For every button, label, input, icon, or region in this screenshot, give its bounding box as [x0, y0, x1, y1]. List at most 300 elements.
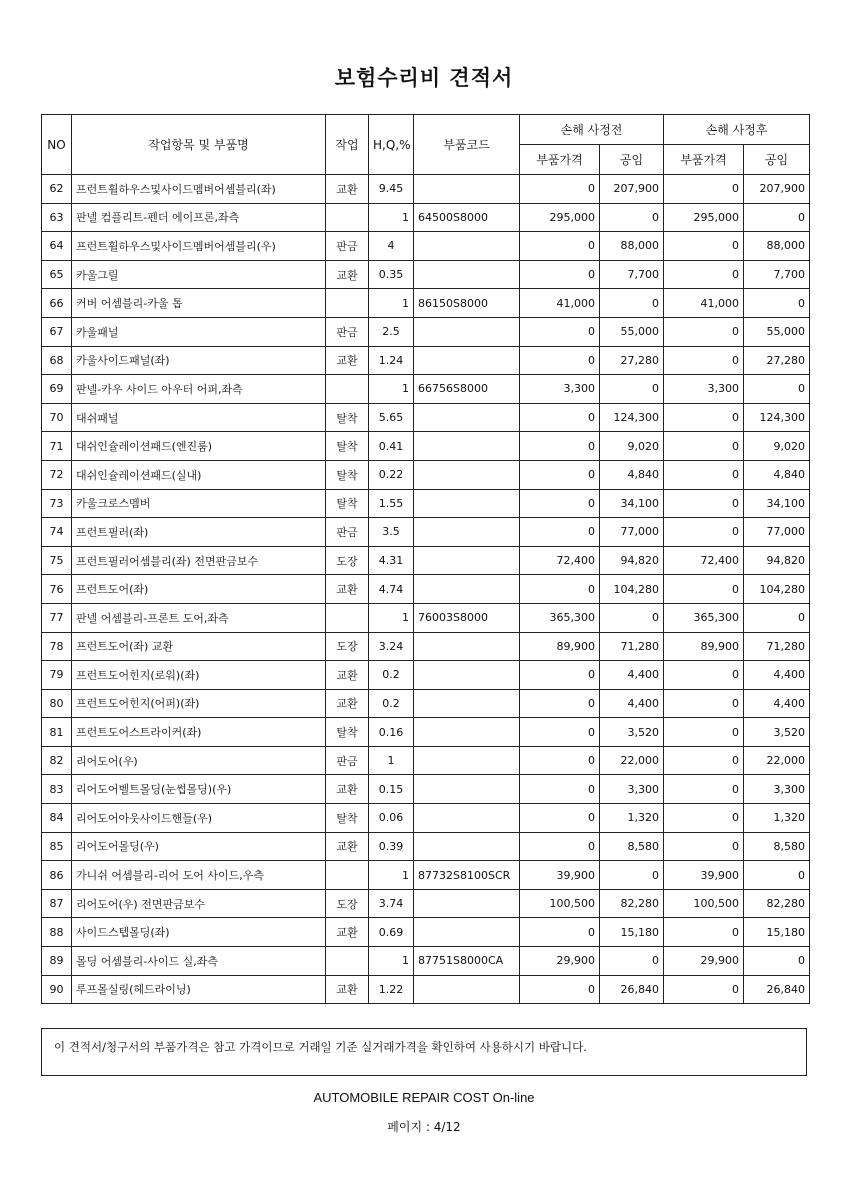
row-after-labor: 94,820	[744, 546, 810, 575]
row-before-part-price: 0	[520, 518, 600, 547]
table-row	[42, 775, 810, 804]
row-after-part-price: 0	[664, 689, 744, 718]
row-after-part-price: 0	[664, 432, 744, 461]
row-after-part-price: 0	[664, 489, 744, 518]
row-work-type	[326, 289, 369, 318]
row-before-labor: 22,000	[600, 746, 664, 775]
row-after-part-price: 0	[664, 832, 744, 861]
row-before-part-price: 0	[520, 489, 600, 518]
row-before-labor: 0	[600, 375, 664, 404]
row-after-part-price: 0	[664, 804, 744, 833]
row-item-name: 프런트도어힌지(로워)(좌)	[72, 661, 326, 690]
row-before-labor: 26,840	[600, 975, 664, 1004]
row-no: 90	[42, 975, 72, 1004]
row-after-labor: 22,000	[744, 746, 810, 775]
row-hq: 0.15	[369, 775, 414, 804]
row-after-labor: 0	[744, 603, 810, 632]
table-row	[42, 489, 810, 518]
row-before-part-price: 0	[520, 260, 600, 289]
table-row	[42, 432, 810, 461]
row-after-labor: 55,000	[744, 317, 810, 346]
row-part-code: 87732S8100SCR	[414, 861, 520, 890]
row-item-name: 프런트휠하우스및사이드멤버어셈블리(좌)	[72, 175, 326, 204]
row-after-part-price: 100,500	[664, 889, 744, 918]
row-after-labor: 71,280	[744, 632, 810, 661]
row-no: 88	[42, 918, 72, 947]
row-before-part-price: 0	[520, 775, 600, 804]
row-before-labor: 27,280	[600, 346, 664, 375]
table-row	[42, 317, 810, 346]
table-row	[42, 689, 810, 718]
row-item-name: 가니쉬 어셈블리-리어 도어 사이드,우측	[72, 861, 326, 890]
row-hq: 0.39	[369, 832, 414, 861]
row-before-part-price: 41,000	[520, 289, 600, 318]
row-hq: 0.22	[369, 460, 414, 489]
header-item: 작업항목 및 부품명	[72, 115, 326, 175]
row-part-code: 66756S8000	[414, 375, 520, 404]
row-hq: 0.2	[369, 661, 414, 690]
row-part-code	[414, 175, 520, 204]
row-before-labor: 0	[600, 203, 664, 232]
row-hq: 0.06	[369, 804, 414, 833]
row-work-type: 탈착	[326, 718, 369, 747]
row-before-labor: 94,820	[600, 546, 664, 575]
row-hq: 4	[369, 232, 414, 261]
header-part-code: 부품코드	[414, 115, 520, 175]
row-before-part-price: 365,300	[520, 603, 600, 632]
row-work-type: 교환	[326, 689, 369, 718]
row-hq: 3.5	[369, 518, 414, 547]
row-before-labor: 4,400	[600, 661, 664, 690]
row-hq: 3.74	[369, 889, 414, 918]
table-row	[42, 346, 810, 375]
row-before-labor: 55,000	[600, 317, 664, 346]
row-after-part-price: 0	[664, 746, 744, 775]
table-row	[42, 603, 810, 632]
row-before-labor: 15,180	[600, 918, 664, 947]
row-after-part-price: 0	[664, 403, 744, 432]
row-item-name: 프런트도어스트라이커(좌)	[72, 718, 326, 747]
estimate-table	[41, 114, 810, 1004]
row-after-labor: 4,840	[744, 460, 810, 489]
row-after-part-price: 0	[664, 775, 744, 804]
row-before-labor: 0	[600, 947, 664, 976]
row-before-part-price: 89,900	[520, 632, 600, 661]
row-before-labor: 124,300	[600, 403, 664, 432]
row-hq: 4.74	[369, 575, 414, 604]
row-hq: 1.55	[369, 489, 414, 518]
row-before-part-price: 0	[520, 460, 600, 489]
row-item-name: 사이드스텝몰딩(좌)	[72, 918, 326, 947]
row-work-type: 교환	[326, 775, 369, 804]
row-item-name: 몰딩 어셈블리-사이드 실,좌측	[72, 947, 326, 976]
row-part-code: 64500S8000	[414, 203, 520, 232]
row-work-type: 탈착	[326, 460, 369, 489]
row-work-type: 탈착	[326, 489, 369, 518]
row-item-name: 프런트도어(좌) 교환	[72, 632, 326, 661]
row-part-code	[414, 832, 520, 861]
page-number: 페이지 : 4/12	[387, 1120, 461, 1134]
row-no: 71	[42, 432, 72, 461]
table-row	[42, 718, 810, 747]
table-row	[42, 175, 810, 204]
row-part-code	[414, 432, 520, 461]
row-hq: 2.5	[369, 317, 414, 346]
row-item-name: 리어도어아웃사이드핸들(우)	[72, 804, 326, 833]
row-hq: 1	[369, 947, 414, 976]
price-notice: 이 견적서/청구서의 부품가격은 참고 가격이므로 거래일 기준 실거래가격을 확인하여 사용하시기 바랍니다.	[41, 1028, 807, 1076]
row-no: 83	[42, 775, 72, 804]
row-before-labor: 77,000	[600, 518, 664, 547]
row-work-type: 도장	[326, 632, 369, 661]
row-work-type: 판금	[326, 518, 369, 547]
row-work-type: 판금	[326, 232, 369, 261]
row-work-type	[326, 947, 369, 976]
table-row	[42, 804, 810, 833]
row-after-labor: 3,300	[744, 775, 810, 804]
row-no: 82	[42, 746, 72, 775]
table-row	[42, 546, 810, 575]
table-row	[42, 518, 810, 547]
row-item-name: 카울사이드패널(좌)	[72, 346, 326, 375]
row-after-part-price: 0	[664, 718, 744, 747]
row-item-name: 리어도어(우) 전면판금보수	[72, 889, 326, 918]
row-part-code	[414, 804, 520, 833]
header-work: 작업	[326, 115, 369, 175]
row-part-code	[414, 260, 520, 289]
row-after-part-price: 0	[664, 918, 744, 947]
row-before-labor: 34,100	[600, 489, 664, 518]
table-row	[42, 460, 810, 489]
row-work-type: 교환	[326, 175, 369, 204]
table-row	[42, 289, 810, 318]
row-item-name: 판넬-카우 사이드 아우터 어퍼,좌측	[72, 375, 326, 404]
row-before-labor: 207,900	[600, 175, 664, 204]
row-after-labor: 0	[744, 203, 810, 232]
row-hq: 1	[369, 289, 414, 318]
header-after-assessment: 손해 사정후	[664, 115, 810, 145]
row-before-part-price: 0	[520, 804, 600, 833]
row-part-code	[414, 975, 520, 1004]
header-hq: H,Q,%	[369, 115, 414, 175]
row-item-name: 리어도어몰딩(우)	[72, 832, 326, 861]
row-no: 68	[42, 346, 72, 375]
row-no: 73	[42, 489, 72, 518]
header-before-labor: 공임	[600, 145, 664, 175]
row-after-labor: 1,320	[744, 804, 810, 833]
row-item-name: 대쉬인슐레이션패드(엔진룸)	[72, 432, 326, 461]
row-after-labor: 124,300	[744, 403, 810, 432]
row-no: 69	[42, 375, 72, 404]
row-before-part-price: 0	[520, 175, 600, 204]
row-no: 72	[42, 460, 72, 489]
row-item-name: 커버 어셈블리-카울 톱	[72, 289, 326, 318]
row-part-code	[414, 918, 520, 947]
row-no: 74	[42, 518, 72, 547]
row-before-part-price: 29,900	[520, 947, 600, 976]
row-after-part-price: 0	[664, 317, 744, 346]
row-item-name: 프런트도어힌지(어퍼)(좌)	[72, 689, 326, 718]
row-hq: 1	[369, 203, 414, 232]
row-after-labor: 82,280	[744, 889, 810, 918]
row-work-type: 교환	[326, 661, 369, 690]
row-item-name: 프런트필러어셈블리(좌) 전면판금보수	[72, 546, 326, 575]
row-before-part-price: 0	[520, 975, 600, 1004]
row-work-type: 도장	[326, 889, 369, 918]
row-after-part-price: 0	[664, 260, 744, 289]
row-before-part-price: 0	[520, 832, 600, 861]
row-no: 89	[42, 947, 72, 976]
table-row	[42, 375, 810, 404]
row-work-type: 교환	[326, 832, 369, 861]
row-before-part-price: 295,000	[520, 203, 600, 232]
row-after-labor: 88,000	[744, 232, 810, 261]
row-no: 85	[42, 832, 72, 861]
row-after-labor: 0	[744, 947, 810, 976]
row-item-name: 판넬 컴플리트-펜더 에이프론,좌측	[72, 203, 326, 232]
row-work-type: 탈착	[326, 403, 369, 432]
row-part-code	[414, 489, 520, 518]
row-after-labor: 15,180	[744, 918, 810, 947]
row-after-part-price: 3,300	[664, 375, 744, 404]
header-before-part-price: 부품가격	[520, 145, 600, 175]
row-item-name: 리어도어벨트몰딩(눈썹몰딩)(우)	[72, 775, 326, 804]
row-item-name: 리어도어(우)	[72, 746, 326, 775]
row-work-type: 교환	[326, 346, 369, 375]
row-before-part-price: 39,900	[520, 861, 600, 890]
row-work-type: 교환	[326, 575, 369, 604]
row-item-name: 대쉬패널	[72, 403, 326, 432]
table-body	[42, 175, 810, 1004]
row-item-name: 프런트필러(좌)	[72, 518, 326, 547]
header-after-part-price: 부품가격	[664, 145, 744, 175]
footer-brand: AUTOMOBILE REPAIR COST On-line	[313, 1090, 535, 1105]
row-work-type: 도장	[326, 546, 369, 575]
row-after-part-price: 365,300	[664, 603, 744, 632]
row-after-labor: 4,400	[744, 689, 810, 718]
row-before-labor: 1,320	[600, 804, 664, 833]
row-part-code	[414, 689, 520, 718]
row-work-type	[326, 375, 369, 404]
row-after-labor: 3,520	[744, 718, 810, 747]
row-after-part-price: 39,900	[664, 861, 744, 890]
table-row	[42, 575, 810, 604]
table-row	[42, 232, 810, 261]
row-before-labor: 4,840	[600, 460, 664, 489]
row-before-part-price: 0	[520, 918, 600, 947]
row-before-part-price: 0	[520, 232, 600, 261]
row-after-labor: 7,700	[744, 260, 810, 289]
row-no: 62	[42, 175, 72, 204]
row-no: 75	[42, 546, 72, 575]
row-before-labor: 9,020	[600, 432, 664, 461]
row-hq: 1.24	[369, 346, 414, 375]
row-after-labor: 4,400	[744, 661, 810, 690]
row-no: 87	[42, 889, 72, 918]
row-after-part-price: 0	[664, 232, 744, 261]
row-work-type	[326, 203, 369, 232]
table-row	[42, 661, 810, 690]
table-row	[42, 947, 810, 976]
row-item-name: 카울그릴	[72, 260, 326, 289]
row-part-code	[414, 661, 520, 690]
row-before-labor: 3,300	[600, 775, 664, 804]
row-before-labor: 4,400	[600, 689, 664, 718]
row-after-labor: 207,900	[744, 175, 810, 204]
row-after-part-price: 89,900	[664, 632, 744, 661]
row-after-labor: 9,020	[744, 432, 810, 461]
row-before-labor: 0	[600, 861, 664, 890]
row-after-part-price: 0	[664, 518, 744, 547]
table-row	[42, 260, 810, 289]
table-row	[42, 632, 810, 661]
row-part-code	[414, 775, 520, 804]
row-no: 80	[42, 689, 72, 718]
row-part-code	[414, 746, 520, 775]
row-work-type: 탈착	[326, 432, 369, 461]
row-before-part-price: 0	[520, 689, 600, 718]
row-work-type: 교환	[326, 975, 369, 1004]
row-before-part-price: 0	[520, 432, 600, 461]
row-part-code: 86150S8000	[414, 289, 520, 318]
row-no: 77	[42, 603, 72, 632]
row-after-labor: 27,280	[744, 346, 810, 375]
row-hq: 0.35	[369, 260, 414, 289]
row-work-type: 판금	[326, 317, 369, 346]
header-after-labor: 공임	[744, 145, 810, 175]
table-row	[42, 403, 810, 432]
row-before-part-price: 0	[520, 575, 600, 604]
row-after-labor: 0	[744, 375, 810, 404]
row-no: 67	[42, 317, 72, 346]
row-hq: 9.45	[369, 175, 414, 204]
row-part-code	[414, 403, 520, 432]
row-after-part-price: 0	[664, 175, 744, 204]
row-hq: 1	[369, 603, 414, 632]
row-after-part-price: 295,000	[664, 203, 744, 232]
table-row	[42, 832, 810, 861]
row-after-labor: 8,580	[744, 832, 810, 861]
row-after-part-price: 0	[664, 346, 744, 375]
row-after-labor: 104,280	[744, 575, 810, 604]
row-part-code: 87751S8000CA	[414, 947, 520, 976]
row-after-labor: 77,000	[744, 518, 810, 547]
row-work-type: 탈착	[326, 804, 369, 833]
row-hq: 1	[369, 746, 414, 775]
header-before-assessment: 손해 사정전	[520, 115, 664, 145]
row-after-part-price: 0	[664, 460, 744, 489]
row-before-part-price: 0	[520, 317, 600, 346]
row-part-code	[414, 889, 520, 918]
row-part-code	[414, 575, 520, 604]
row-before-part-price: 0	[520, 718, 600, 747]
row-no: 65	[42, 260, 72, 289]
row-no: 63	[42, 203, 72, 232]
row-no: 70	[42, 403, 72, 432]
row-after-part-price: 41,000	[664, 289, 744, 318]
table-row	[42, 861, 810, 890]
row-hq: 0.16	[369, 718, 414, 747]
row-item-name: 판넬 어셈블리-프론트 도어,좌측	[72, 603, 326, 632]
row-no: 78	[42, 632, 72, 661]
row-hq: 4.31	[369, 546, 414, 575]
row-work-type	[326, 603, 369, 632]
row-after-part-price: 0	[664, 575, 744, 604]
row-before-labor: 0	[600, 603, 664, 632]
row-after-part-price: 72,400	[664, 546, 744, 575]
table-row	[42, 746, 810, 775]
row-part-code	[414, 346, 520, 375]
row-before-part-price: 72,400	[520, 546, 600, 575]
row-hq: 5.65	[369, 403, 414, 432]
row-before-part-price: 0	[520, 403, 600, 432]
row-work-type: 교환	[326, 260, 369, 289]
row-before-part-price: 0	[520, 346, 600, 375]
row-after-labor: 26,840	[744, 975, 810, 1004]
row-after-part-price: 0	[664, 661, 744, 690]
row-before-labor: 0	[600, 289, 664, 318]
row-before-part-price: 0	[520, 661, 600, 690]
header-no: NO	[42, 115, 72, 175]
row-before-labor: 7,700	[600, 260, 664, 289]
row-hq: 1	[369, 861, 414, 890]
row-no: 81	[42, 718, 72, 747]
row-hq: 1.22	[369, 975, 414, 1004]
row-after-labor: 34,100	[744, 489, 810, 518]
row-no: 86	[42, 861, 72, 890]
row-hq: 0.2	[369, 689, 414, 718]
row-before-labor: 82,280	[600, 889, 664, 918]
row-hq: 0.69	[369, 918, 414, 947]
row-item-name: 카울패널	[72, 317, 326, 346]
row-before-part-price: 0	[520, 746, 600, 775]
row-hq: 3.24	[369, 632, 414, 661]
table-row	[42, 889, 810, 918]
row-before-labor: 88,000	[600, 232, 664, 261]
row-hq: 1	[369, 375, 414, 404]
row-no: 66	[42, 289, 72, 318]
row-item-name: 루프몰실링(헤드라이닝)	[72, 975, 326, 1004]
document-title: 보험수리비 견적서	[334, 66, 514, 90]
row-item-name: 프런트휠하우스및사이드멤버어셈블리(우)	[72, 232, 326, 261]
row-before-labor: 8,580	[600, 832, 664, 861]
row-after-labor: 0	[744, 861, 810, 890]
row-no: 76	[42, 575, 72, 604]
row-no: 64	[42, 232, 72, 261]
row-before-part-price: 3,300	[520, 375, 600, 404]
row-no: 84	[42, 804, 72, 833]
row-before-labor: 104,280	[600, 575, 664, 604]
row-part-code	[414, 546, 520, 575]
row-after-labor: 0	[744, 289, 810, 318]
row-part-code	[414, 632, 520, 661]
row-after-part-price: 0	[664, 975, 744, 1004]
row-item-name: 대쉬인슐레이션패드(실내)	[72, 460, 326, 489]
row-work-type: 판금	[326, 746, 369, 775]
row-after-part-price: 29,900	[664, 947, 744, 976]
row-item-name: 프런트도어(좌)	[72, 575, 326, 604]
row-part-code	[414, 518, 520, 547]
row-part-code	[414, 317, 520, 346]
row-work-type: 교환	[326, 918, 369, 947]
table-row	[42, 975, 810, 1004]
table-row	[42, 918, 810, 947]
row-item-name: 카울크로스멤버	[72, 489, 326, 518]
row-hq: 0.41	[369, 432, 414, 461]
row-part-code	[414, 232, 520, 261]
row-before-labor: 71,280	[600, 632, 664, 661]
row-before-part-price: 100,500	[520, 889, 600, 918]
